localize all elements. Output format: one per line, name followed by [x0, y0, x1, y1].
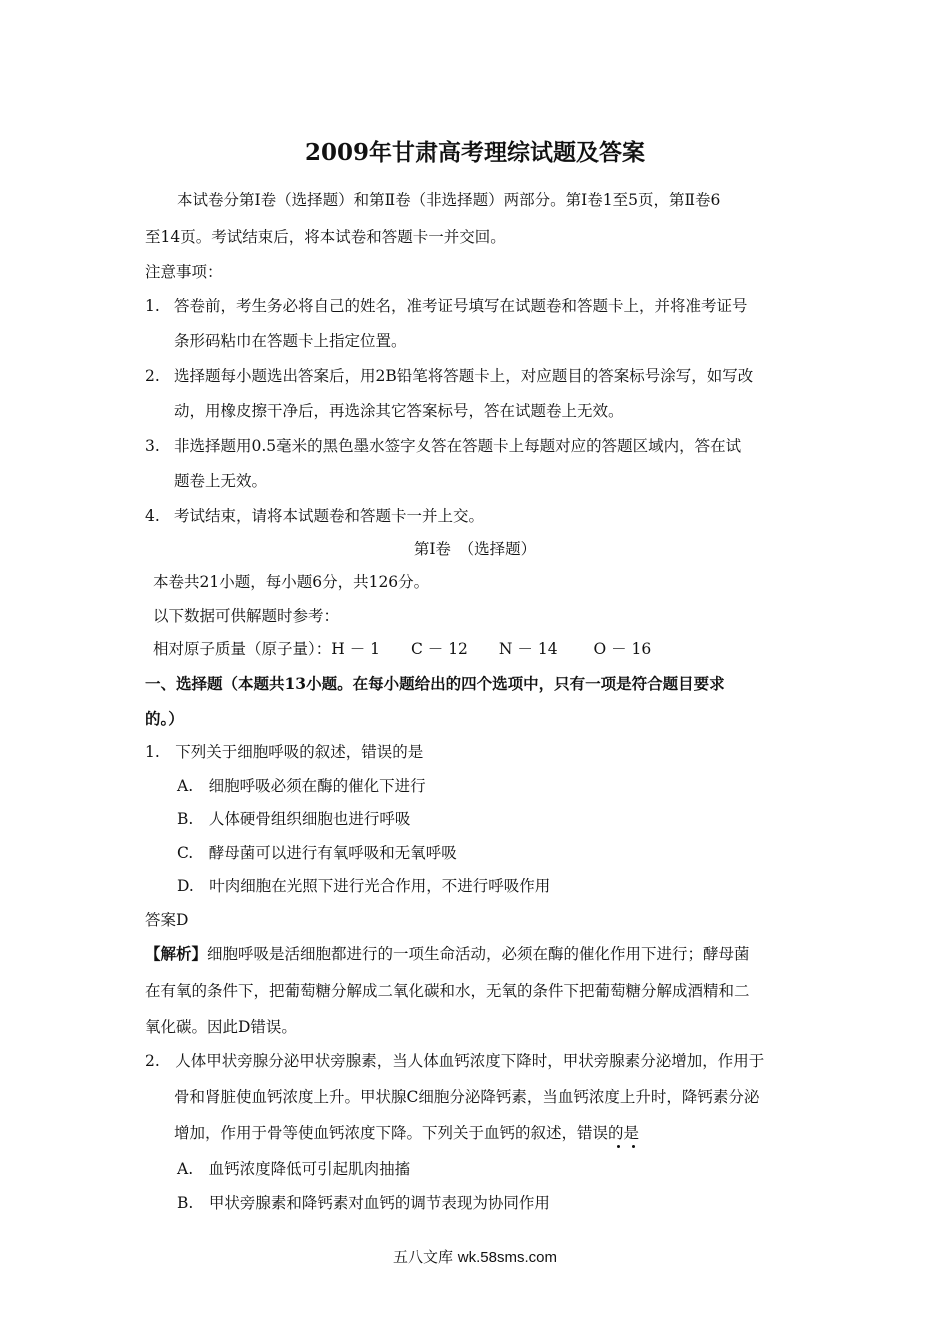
stem-text: 增加，作用于骨等使血钙浓度下降。下列关于血钙的叙述，: [174, 1124, 578, 1142]
question-2-stem-line-2: 骨和肾脏使血钙浓度上升。甲状腺C细胞分泌降钙素，当血钙浓度上升时，降钙素分泌: [174, 1088, 760, 1106]
question-2-stem-line-3: [174, 1123, 639, 1143]
question-1-option-a: A. 细胞呼吸必须在酶的催化下进行: [177, 777, 426, 795]
emphasis-dot: [617, 1145, 620, 1148]
part-1-heading-line-1: 一、选择题（本题共13小题。在每小题给出的四个选项中，只有一项是符合题目要求: [145, 674, 725, 693]
intro-line-1: 本试卷分第Ⅰ卷（选择题）和第Ⅱ卷（非选择题）两部分。第Ⅰ卷1至5页，第Ⅱ卷6: [177, 191, 721, 209]
notice-heading: 注意事项：: [145, 263, 223, 281]
question-2-stem-line-1: 2. 人体甲状旁腺分泌甲状旁腺素，当人体血钙浓度下降时，甲状旁腺素分泌增加，作用于: [145, 1052, 765, 1070]
intro-line-2: 至14页。考试结束后，将本试卷和答题卡一并交回。: [145, 228, 506, 246]
analysis-label: 【解析】: [145, 944, 208, 963]
question-1-analysis-line-1: [145, 944, 750, 964]
section-1-heading: 第Ⅰ卷 （选择题）: [413, 540, 537, 558]
question-1-stem: 1. 下列关于细胞呼吸的叙述，错误的是: [145, 743, 424, 761]
analysis-text: 细胞呼吸是活细胞都进行的一项生命活动，必须在酶的催化作用下进行；酵母菌: [207, 945, 750, 963]
question-1-analysis-line-2: 在有氧的条件下，把葡萄糖分解成二氧化碳和水，无氧的条件下把葡萄糖分解成酒精和二: [145, 982, 750, 1000]
emphasis-dot: [632, 1145, 635, 1148]
notice-item-3-num: 3.: [145, 437, 160, 455]
question-2-option-a: A. 血钙浓度降低可引起肌肉抽搐: [177, 1160, 411, 1178]
notice-item-4-line-1: 考试结束，请将本试题卷和答题卡一并上交。: [174, 507, 485, 525]
question-1-option-d: D. 叶肉细胞在光照下进行光合作用，不进行呼吸作用: [177, 877, 551, 895]
notice-item-2-line-2: 动，用橡皮擦干净后，再选涂其它答案标号，答在试题卷上无效。: [174, 402, 624, 420]
question-1-option-c: C. 酵母菌可以进行有氧呼吸和无氧呼吸: [177, 844, 457, 862]
notice-item-3-line-2: 题卷上无效。: [174, 472, 268, 490]
document-title: 2009年甘肃高考理综试题及答案: [304, 139, 645, 166]
notice-item-1-num: 1.: [145, 297, 160, 315]
notice-item-1-line-1: 答卷前，考生务必将自己的姓名，准考证号填写在试题卷和答题卡上，并将准考证号: [174, 297, 748, 315]
section-1-info-3: 相对原子质量（原子量）：H － 1 C － 12 N － 14 O － 16: [153, 640, 652, 658]
notice-item-2-line-1: 选择题每小题选出答案后，用2B铅笔将答题卡上，对应题目的答案标号涂写，如写改: [174, 367, 754, 385]
footer-site-url: wk.58sms.com: [457, 1249, 557, 1266]
stem-end: 的是: [608, 1124, 640, 1142]
emphasis-text: 错误: [577, 1124, 609, 1142]
page-footer: [0, 1247, 950, 1268]
question-1-option-b: B. 人体硬骨组织细胞也进行呼吸: [177, 810, 411, 828]
notice-item-1-line-2: 条形码粘巾在答题卡上指定位置。: [174, 332, 407, 350]
notice-item-2-num: 2.: [145, 367, 160, 385]
footer-site-name: 五八文库: [393, 1248, 454, 1266]
section-1-info-2: 以下数据可供解题时参考：: [153, 607, 340, 625]
question-1-analysis-line-3: 氧化碳。因此D错误。: [145, 1018, 297, 1036]
notice-item-4-num: 4.: [145, 507, 160, 525]
part-1-heading-line-2: 的。）: [145, 709, 184, 728]
question-2-option-b: B. 甲状旁腺素和降钙素对血钙的调节表现为协同作用: [177, 1194, 550, 1212]
section-1-info-1: 本卷共21小题，每小题6分，共126分。: [153, 573, 430, 591]
question-1-answer: 答案D: [145, 911, 189, 929]
notice-item-3-line-1: 非选择题用0.5毫米的黑色墨水签字夊答在答题卡上每题对应的答题区域内，答在试: [174, 437, 742, 455]
